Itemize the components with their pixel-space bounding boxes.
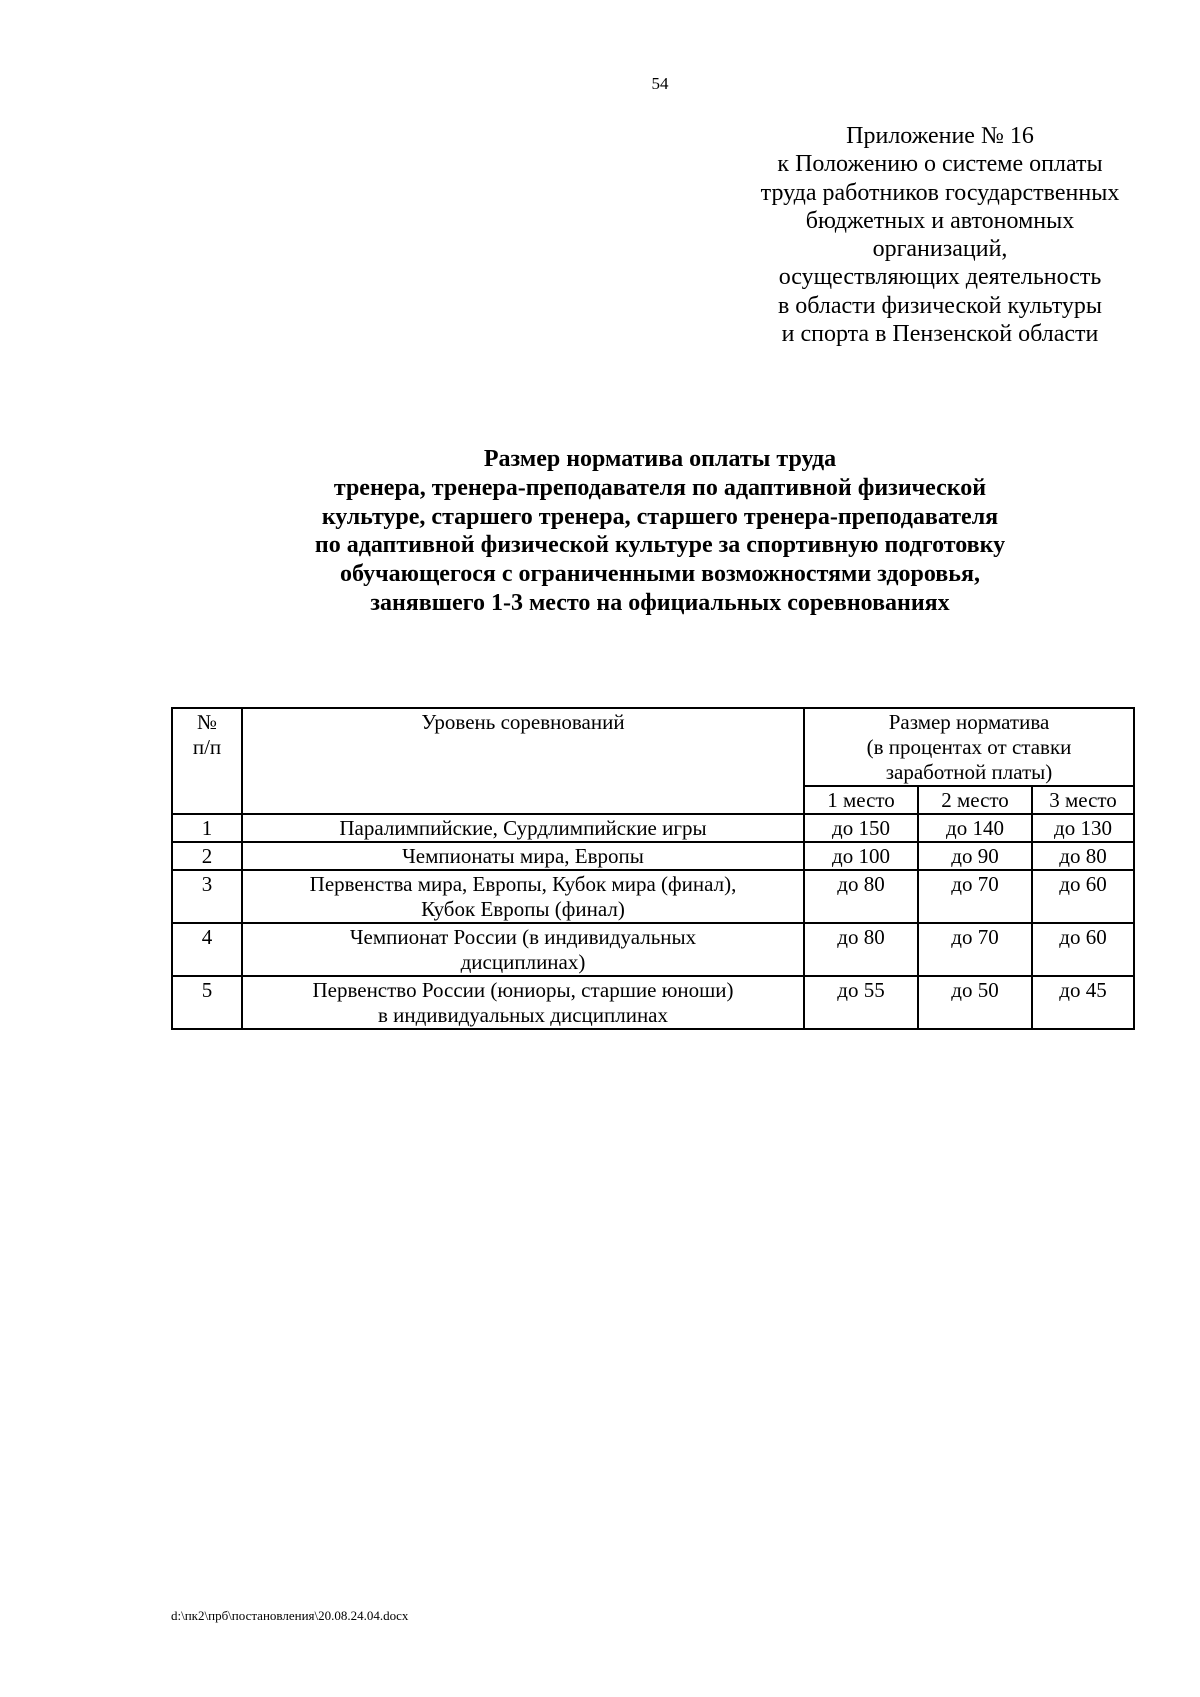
table-row [172, 814, 1134, 842]
page-number: 54 [651, 74, 669, 93]
table-row [172, 870, 1134, 923]
table-row [172, 976, 1134, 1029]
row-number: 2 [172, 842, 242, 870]
row-level: Первенства мира, Европы, Кубок мира (финал), Кубок Европы (финал) [242, 870, 804, 923]
row-place-1: до 55 [804, 976, 918, 1029]
header-place-2: 2 место [918, 786, 1032, 814]
row-place-2: до 70 [918, 923, 1032, 976]
header-norm-size: Размер норматива (в процентах от ставки заработной платы) [804, 708, 1134, 786]
table-header-row [172, 708, 1134, 786]
appendix-line: осуществляющих деятельность [778, 264, 1102, 291]
footer-file-path: d:\пк2\прб\постановления\20.08.24.04.docx [171, 1608, 409, 1623]
row-level: Чемпионат России (в индивидуальных дисциплинах) [242, 923, 804, 976]
appendix-line: к Положению о системе оплаты [777, 151, 1103, 178]
row-place-3: до 130 [1032, 814, 1134, 842]
title-line: занявшего 1-3 место на официальных соревнованиях [370, 589, 950, 616]
row-place-2: до 140 [918, 814, 1032, 842]
row-place-2: до 70 [918, 870, 1032, 923]
header-number: № п/п [172, 708, 242, 814]
table-row [172, 842, 1134, 870]
header-level: Уровень соревнований [242, 708, 804, 814]
row-place-3: до 60 [1032, 870, 1134, 923]
row-level: Первенство России (юниоры, старшие юноши) в индивидуальных дисциплинах [242, 976, 804, 1029]
appendix-line: Приложение № 16 [846, 123, 1034, 149]
row-place-1: до 100 [804, 842, 918, 870]
title-line: обучающегося с ограниченными возможностями здоровья, [340, 561, 980, 588]
row-place-2: до 90 [918, 842, 1032, 870]
row-level: Паралимпийские, Сурдлимпийские игры [242, 814, 804, 842]
row-number: 3 [172, 870, 242, 923]
row-place-3: до 45 [1032, 976, 1134, 1029]
title-line: Размер норматива оплаты труда [483, 446, 837, 472]
table-row [172, 923, 1134, 976]
appendix-reference [690, 122, 1190, 348]
row-place-1: до 150 [804, 814, 918, 842]
header-place-1: 1 место [804, 786, 918, 814]
title-line: тренера, тренера-преподавателя по адаптивной физической [333, 474, 987, 501]
row-number: 5 [172, 976, 242, 1029]
appendix-line: и спорта в Пензенской области [781, 321, 1099, 348]
appendix-line: труда работников государственных [760, 179, 1120, 206]
title-line: по адаптивной физической культуре за спортивную подготовку [314, 532, 1006, 559]
row-place-1: до 80 [804, 870, 918, 923]
row-place-2: до 50 [918, 976, 1032, 1029]
norms-table [171, 707, 1135, 1030]
row-level: Чемпионаты мира, Европы [242, 842, 804, 870]
row-place-1: до 80 [804, 923, 918, 976]
row-place-3: до 60 [1032, 923, 1134, 976]
document-title [140, 445, 1180, 618]
row-number: 1 [172, 814, 242, 842]
row-number: 4 [172, 923, 242, 976]
appendix-line: организаций, [872, 236, 1008, 263]
row-place-3: до 80 [1032, 842, 1134, 870]
appendix-line: в области физической культуры [777, 292, 1103, 319]
header-place-3: 3 место [1032, 786, 1134, 814]
appendix-line: бюджетных и автономных [805, 207, 1075, 234]
title-line: культуре, старшего тренера, старшего тренера-преподавателя [321, 503, 999, 530]
